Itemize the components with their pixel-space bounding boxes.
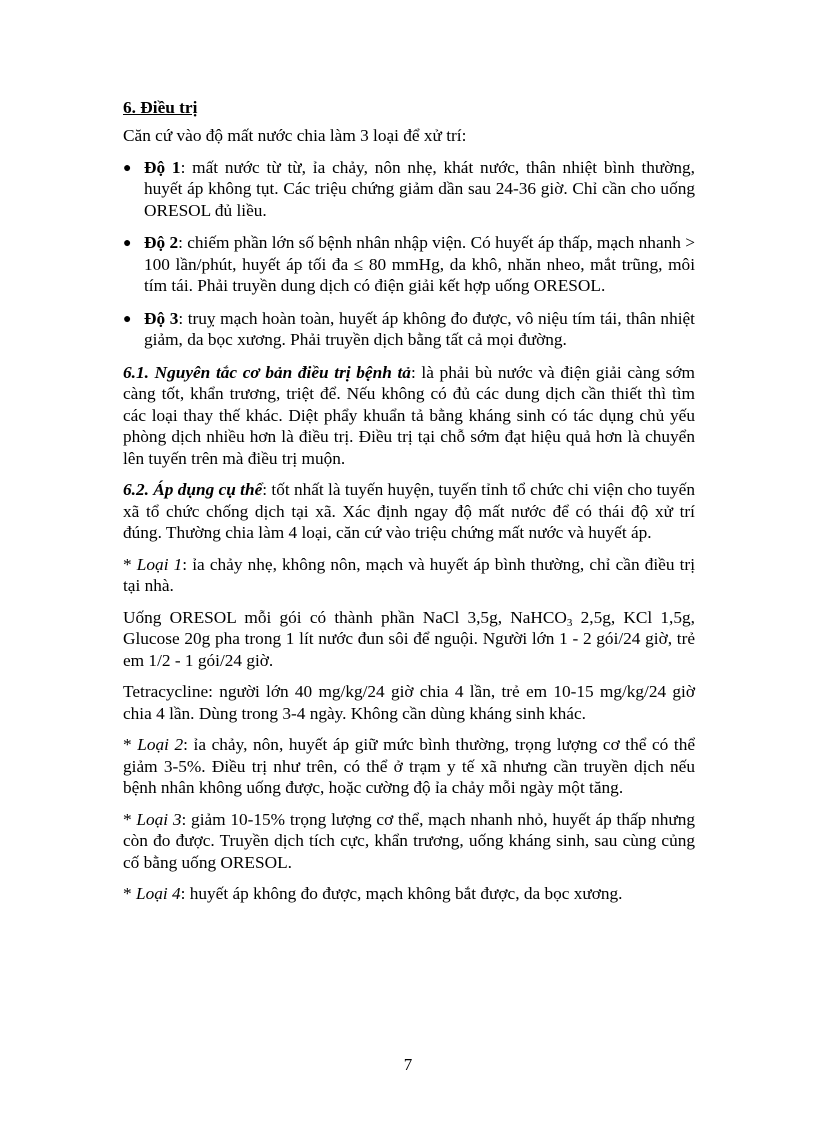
intro-text: Căn cứ vào độ mất nước chia làm 3 loại để xử trí: [123, 126, 467, 145]
loai-4-text: : huyết áp không đo được, mạch không bắt được, da bọc xương. [180, 884, 623, 903]
loai-3-label: Loại 3 [136, 809, 182, 829]
degree-label: Độ 1 [144, 157, 181, 177]
loai-2-label: Loại 2 [137, 735, 184, 754]
section-heading: 6. Điều trị [123, 98, 198, 117]
star-marker: * [123, 735, 138, 754]
oresol-text-2: 2,5g, KCl 1,5g, Glucose 20g pha trong 1 lít nước đun sôi để nguội. Người lớn 1 - 2 gói/24 giờ, trẻ em 1/2 - 1 gói/24 giờ. [123, 607, 695, 670]
bullet-icon: ● [123, 160, 132, 176]
degree-text: : truỵ mạch hoàn toàn, huyết áp không đo được, vô niệu tím tái, thân nhiệt giảm, da bọc xương. Phải truyền dịch bằng tất cả mọi đường. [144, 308, 695, 349]
degree-label: Độ 3 [144, 308, 179, 328]
document-page [123, 97, 695, 915]
application-paragraph [123, 479, 695, 544]
list-item-degree-1 [123, 157, 695, 222]
oresol-subscript: 3 [566, 616, 573, 629]
loai-2-text: : ỉa chảy, nôn, huyết áp giữ mức bình thường, trọng lượng cơ thể có thể giảm 3-5%. Điều trị như trên, có thể ở trạm y tế xã nhưng cần truyền dịch nếu bệnh nhân không uống được, hoặc cường độ ỉa chảy mỗi ngày một tăng. [123, 735, 696, 797]
application-label: 6.2. Áp dụng cụ thể [123, 480, 263, 499]
loai-1-text: : ỉa chảy nhẹ, không nôn, mạch và huyết áp bình thường, chỉ cần điều trị tại nhà. [123, 554, 695, 595]
loai-2-paragraph [123, 734, 695, 799]
star-marker: * [123, 554, 137, 574]
loai-4-label: Loại 4 [135, 884, 181, 903]
bullet-icon: ● [123, 236, 132, 251]
tetracycline-paragraph: Tetracycline: người lớn 40 mg/kg/24 giờ chia 4 lần, trẻ em 10-15 mg/kg/24 giờ chia 4 lần. Dùng trong 3-4 ngày. Không cần dùng kháng sinh khác. [123, 682, 695, 723]
loai-3-text: : giảm 10-15% trọng lượng cơ thể, mạch nhanh nhỏ, huyết áp thấp nhưng còn đo được. Truyền dịch tích cực, khẩn trương, uống kháng sinh, sau cùng củng cố bằng uống ORESOL. [123, 809, 695, 872]
loai-4-paragraph [123, 883, 695, 905]
degree-text: : mất nước từ từ, ỉa chảy, nôn nhẹ, khát nước, thân nhiệt bình thường, huyết áp không tụt. Các triệu chứng giảm dần sau 24-36 giờ. Chỉ cần cho uống ORESOL đủ liều. [144, 157, 695, 220]
loai-1-label: Loại 1 [136, 554, 183, 574]
degree-text: : chiếm phần lớn số bệnh nhân nhập viện. Có huyết áp thấp, mạch nhanh > 100 lần/phút, huyết áp tối đa ≤ 80 mmHg, da khô, nhăn nheo, mắt trũng, môi tím tái. Phải truyền dung dịch có điện giải kết hợp uống ORESOL. [144, 233, 695, 295]
list-item-degree-3 [123, 308, 695, 351]
bullet-icon: ● [123, 311, 132, 327]
loai-3-paragraph [123, 809, 695, 874]
oresol-text-1: Uống ORESOL mỗi gói có thành phần NaCl 3,5g, NaHCO [123, 607, 567, 627]
loai-1-paragraph [123, 554, 695, 597]
page-number: 7 [403, 1055, 413, 1074]
principle-paragraph [123, 362, 695, 470]
principle-text: : là phải bù nước và điện giải càng sớm càng tốt, khẩn trương, triệt để. Nếu không có đủ các dung dịch cần thiết thì tìm các loại thay thế khác. Diệt phẩy khuẩn tả bằng kháng sinh có tác dụng chủ yếu phòng dịch nhiều hơn là điều trị. Điều trị tại chỗ sớm đạt hiệu quả hơn là chuyển lên tuyến trên mà điều trị muộn. [123, 362, 695, 468]
application-text: : tốt nhất là tuyến huyện, tuyến tỉnh tổ chức chi viện cho tuyến xã tổ chức chống dịch tại xã. Xác định ngay độ mất nước để có thái độ xử trí đúng. Thường chia làm 4 loại, căn cứ vào triệu chứng mất nước và huyết áp. [123, 480, 695, 542]
degree-label: Độ 2 [144, 233, 179, 252]
star-marker: * [123, 809, 137, 829]
list-item-degree-2 [123, 232, 695, 297]
degree-list [123, 157, 695, 351]
star-marker: * [123, 884, 136, 903]
principle-label: 6.1. Nguyên tắc cơ bản điều trị bệnh tả [123, 362, 411, 382]
oresol-paragraph [123, 607, 695, 672]
